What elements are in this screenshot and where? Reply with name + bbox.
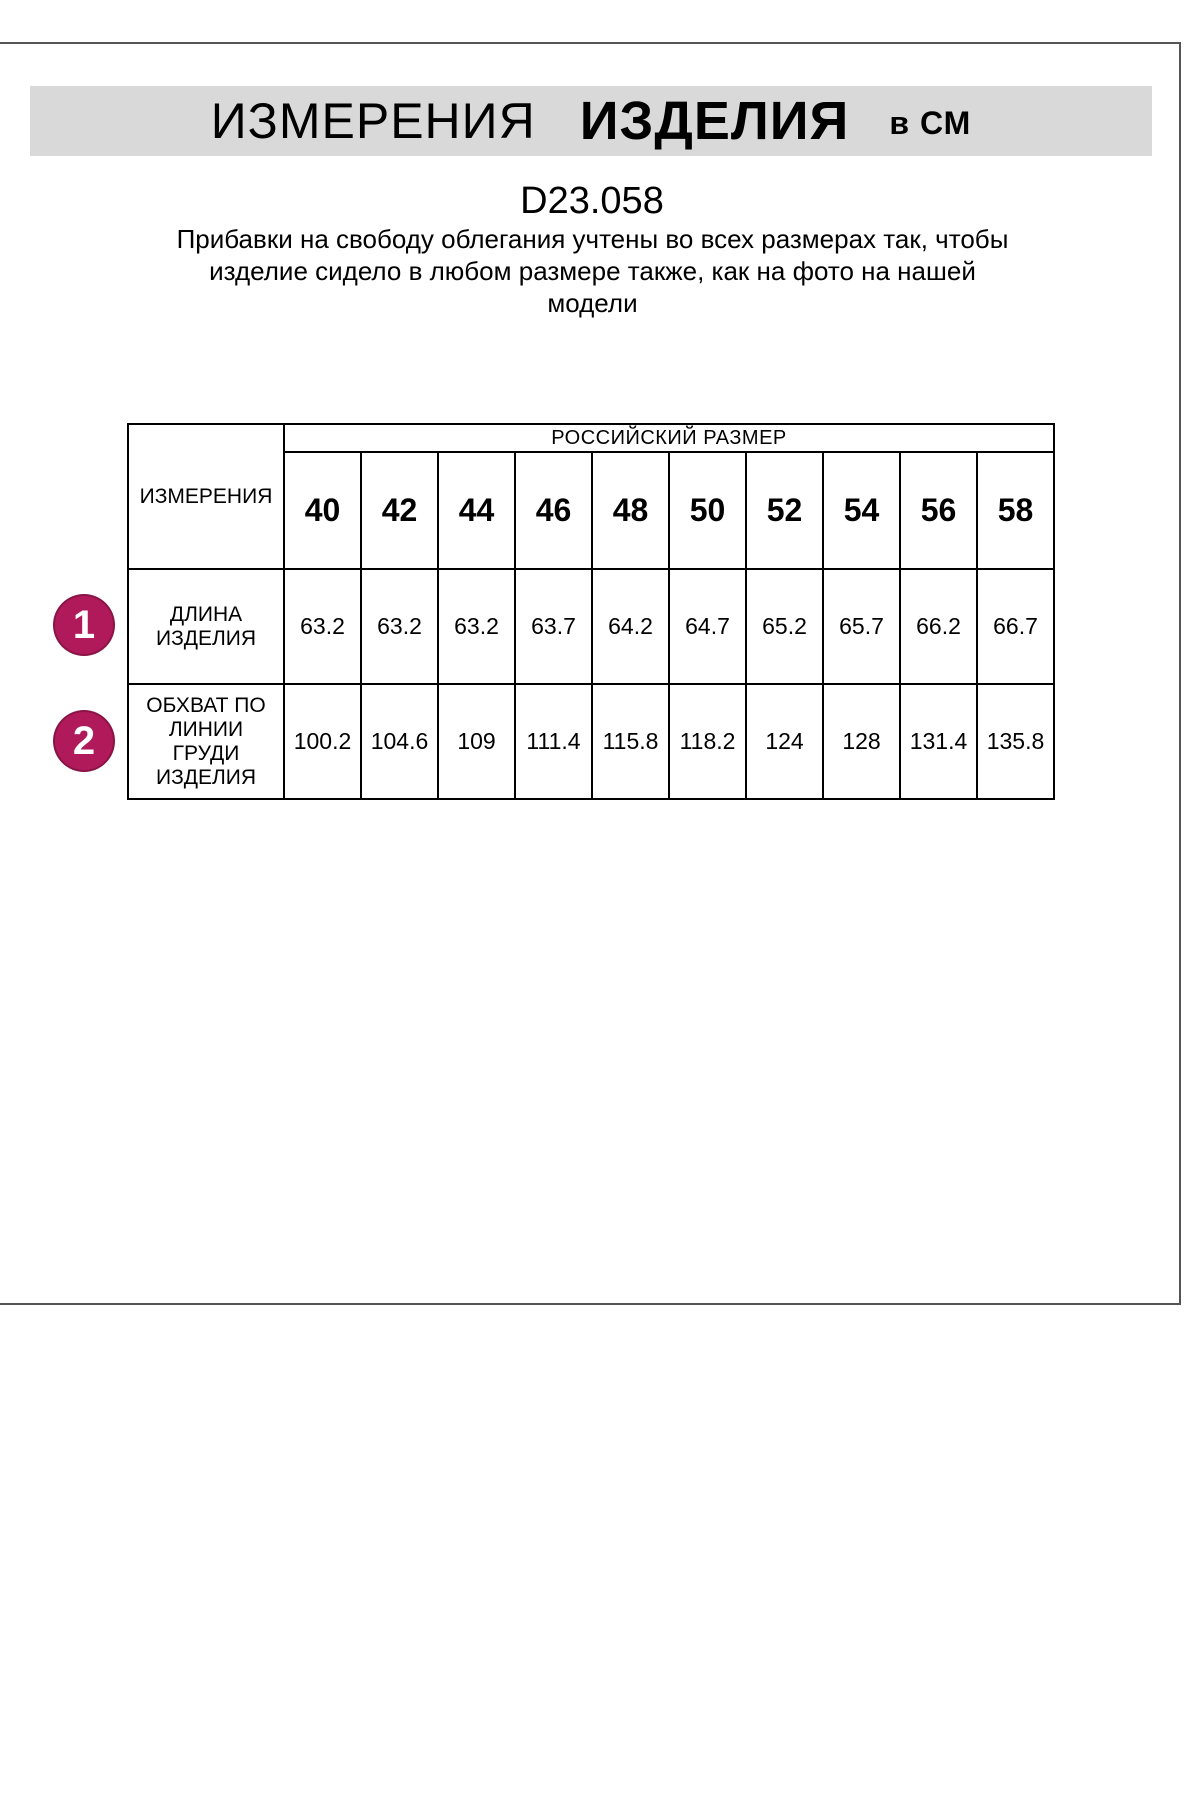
value-cell: 63.2 bbox=[438, 569, 515, 684]
article-number: D23.058 bbox=[520, 180, 664, 222]
value-cell: 109 bbox=[438, 684, 515, 799]
value-cell: 111.4 bbox=[515, 684, 592, 799]
value-cell: 63.2 bbox=[284, 569, 361, 684]
value-cell: 124 bbox=[746, 684, 823, 799]
size-cell: 50 bbox=[669, 452, 746, 569]
value-cell: 131.4 bbox=[900, 684, 977, 799]
title-bold: ИЗДЕЛИЯ bbox=[579, 91, 850, 151]
title-unit: в СМ bbox=[889, 104, 972, 141]
size-system-header: РОССИЙСКИЙ РАЗМЕР bbox=[284, 424, 1054, 452]
row-label-line: ОБХВАТ ПО bbox=[146, 693, 266, 717]
row-label-length bbox=[128, 569, 284, 684]
value-cell: 66.7 bbox=[977, 569, 1054, 684]
value-cell: 66.2 bbox=[900, 569, 977, 684]
size-cell: 42 bbox=[361, 452, 438, 569]
size-cell: 44 bbox=[438, 452, 515, 569]
value-cell: 63.7 bbox=[515, 569, 592, 684]
table-row bbox=[128, 684, 1054, 799]
row-label-chest bbox=[128, 684, 284, 799]
row-label-line: ГРУДИ bbox=[172, 741, 240, 765]
table-header-row bbox=[128, 424, 1054, 452]
size-cell: 56 bbox=[900, 452, 977, 569]
row-number-badge-2: 2 bbox=[55, 712, 113, 770]
value-cell: 65.2 bbox=[746, 569, 823, 684]
title-bar bbox=[30, 86, 1152, 156]
fit-note-line: изделие сидело в любом размере также, как на фото на нашей bbox=[209, 256, 976, 286]
size-cell: 46 bbox=[515, 452, 592, 569]
value-cell: 104.6 bbox=[361, 684, 438, 799]
value-cell: 100.2 bbox=[284, 684, 361, 799]
fit-note-line: модели bbox=[547, 288, 638, 318]
value-cell: 64.7 bbox=[669, 569, 746, 684]
value-cell: 135.8 bbox=[977, 684, 1054, 799]
fit-note-line: Прибавки на свободу облегания учтены во всех размерах так, чтобы bbox=[176, 224, 1009, 254]
size-cell: 58 bbox=[977, 452, 1054, 569]
value-cell: 115.8 bbox=[592, 684, 669, 799]
row-label-line: ИЗДЕЛИЯ bbox=[155, 765, 257, 789]
value-cell: 65.7 bbox=[823, 569, 900, 684]
value-cell: 64.2 bbox=[592, 569, 669, 684]
title-regular: ИЗМЕРЕНИЯ bbox=[210, 93, 536, 149]
row-label-line: ДЛИНА bbox=[169, 602, 243, 626]
row-label-line: ИЗДЕЛИЯ bbox=[155, 626, 257, 650]
size-cell: 52 bbox=[746, 452, 823, 569]
fit-note bbox=[130, 223, 1055, 319]
measure-header: ИЗМЕРЕНИЯ bbox=[128, 424, 284, 569]
value-cell: 128 bbox=[823, 684, 900, 799]
value-cell: 63.2 bbox=[361, 569, 438, 684]
row-number-badge-1: 1 bbox=[55, 596, 113, 654]
value-cell: 118.2 bbox=[669, 684, 746, 799]
size-table bbox=[127, 423, 1055, 800]
table-row bbox=[128, 569, 1054, 684]
size-cell: 54 bbox=[823, 452, 900, 569]
size-cell: 40 bbox=[284, 452, 361, 569]
row-label-line: ЛИНИИ bbox=[168, 717, 244, 741]
size-cell: 48 bbox=[592, 452, 669, 569]
